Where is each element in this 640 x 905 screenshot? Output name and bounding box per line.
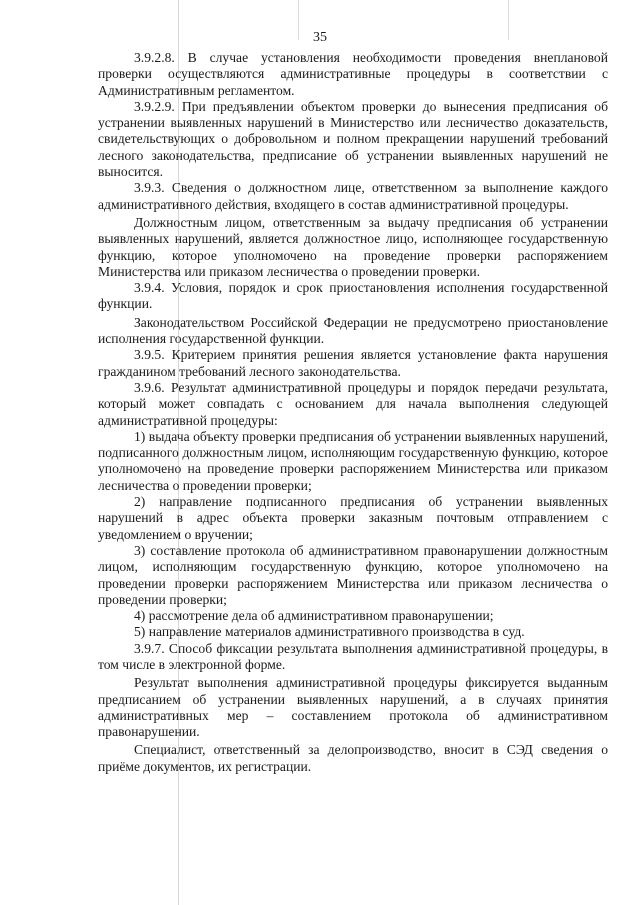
list-item-5: 5) направление материалов административного производства в суд. bbox=[134, 624, 525, 640]
paragraph-responsible-official: Должностным лицом, ответственным за выдачу предписания об устранении выявленных нарушений, является должностное лицо, исполняющее государственную функцию, которое уполномочено на проведение проверки распоряжением Министерства или приказом лесничества о проведении проверки. bbox=[98, 214, 608, 279]
paragraph-3-9-6: 3.9.6. Результат административной процедуры и порядок передачи результата, который может совпадать с основанием для начала выполнения следующей административной процедуры: bbox=[98, 379, 608, 428]
paragraph-legislation: Законодательством Российской Федерации не предусмотрено приостановление исполнения государственной функции. bbox=[98, 314, 608, 347]
paragraph-3-9-3: 3.9.3. Сведения о должностном лице, ответственном за выполнение каждого административного действия, входящего в состав административной процедуры. bbox=[98, 180, 608, 212]
list-item-3: 3) составление протокола об административном правонарушении должностным лицом, исполняющим государственную функцию, которое уполномочено на проведении проверки распоряжением Министерства или приказом лесничества о проведении проверки; bbox=[98, 542, 608, 607]
document-body bbox=[98, 50, 608, 775]
paragraph-3-9-2-9: 3.9.2.9. При предъявлении объектом проверки до вынесения предписания об устранении выявленных нарушений в Министерство или лесничество доказательств, свидетельствующих о добровольном и полном прекращении нарушений требований лесного законодательства, предписание об устранении выявленных нарушений не выносится. bbox=[98, 98, 608, 180]
paragraph-result-fixation: Результат выполнения административной процедуры фиксируется выданным предписанием об устранении выявленных нарушений, а в случаях принятия административных мер – составлением протокола об административном правонарушении. bbox=[98, 675, 608, 740]
paragraph-3-9-7: 3.9.7. Способ фиксации результата выполнения административной процедуры, в том числе в электронной форме. bbox=[98, 640, 608, 672]
list-item-1: 1) выдача объекту проверки предписания об устранении выявленных нарушений, подписанного должностным лицом, исполняющим государственную функцию, которое уполномочено на проведение проверки распоряжением Министерства или приказом лесничества о проведении проверки; bbox=[98, 428, 608, 493]
paragraph-specialist: Специалист, ответственный за делопроизводство, вносит в СЭД сведения о приёме документов, их регистрации. bbox=[98, 742, 608, 774]
paragraph-3-9-2-8: 3.9.2.8. В случае установления необходимости проведения внеплановой проверки осуществляются административные процедуры в соответствии с Административным регламентом. bbox=[98, 50, 608, 98]
paragraph-3-9-5: 3.9.5. Критерием принятия решения является установление факта нарушения гражданином требований лесного законодательства. bbox=[98, 347, 608, 379]
list-item-2: 2) направление подписанного предписания об устранении выявленных нарушений в адрес объекта проверки заказным почтовым отправлением с уведомлением о вручении; bbox=[98, 494, 608, 542]
list-item-4: 4) рассмотрение дела об административном правонарушении; bbox=[134, 608, 494, 624]
page-number: 35 bbox=[313, 30, 327, 45]
paragraph-3-9-4: 3.9.4. Условия, порядок и срок приостановления исполнения государственной функции. bbox=[98, 280, 608, 312]
